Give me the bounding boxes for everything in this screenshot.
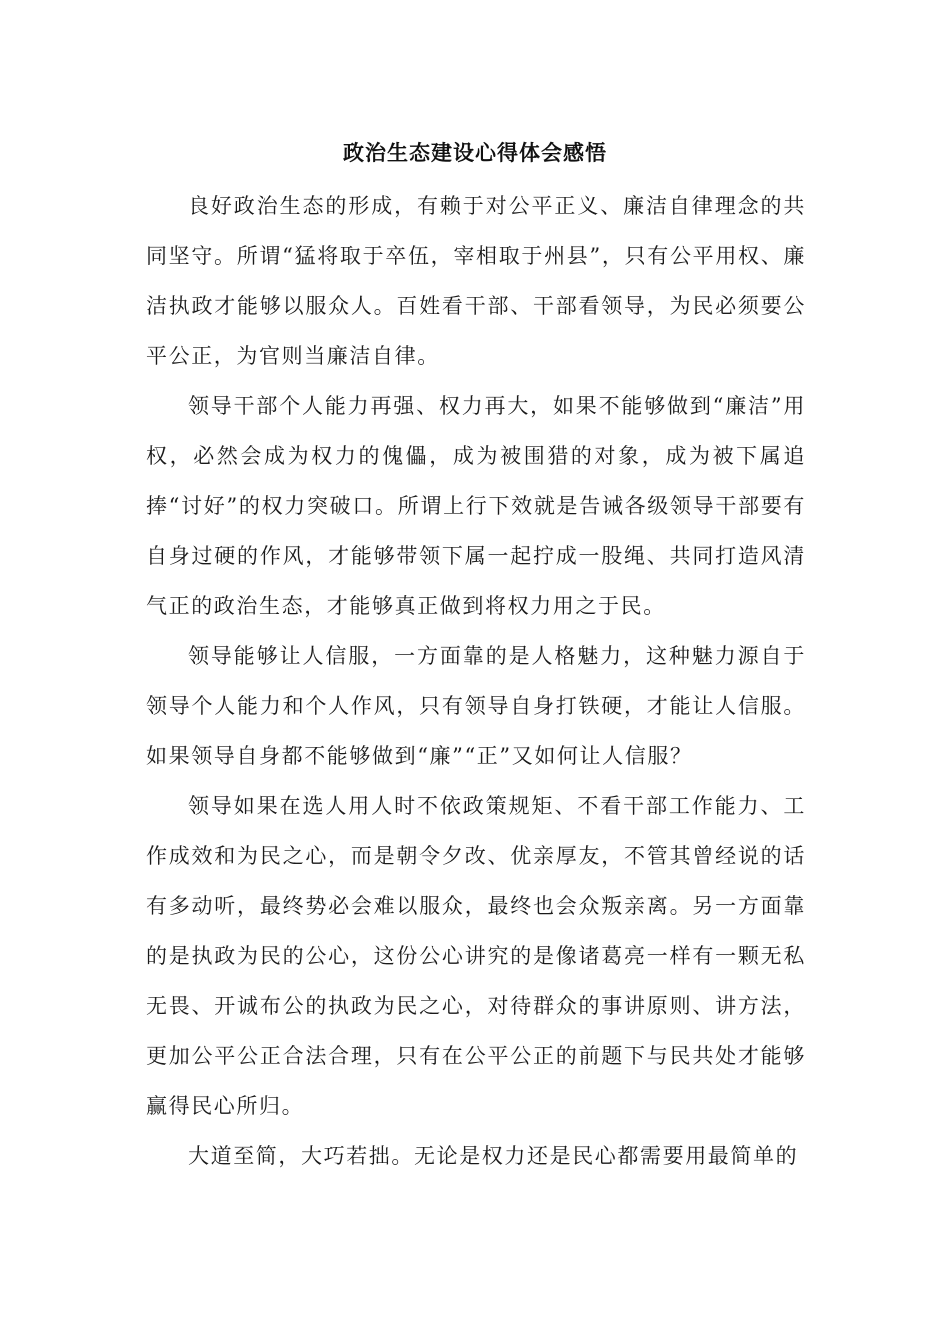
paragraph-4: 领导如果在选人用人时不依政策规矩、不看干部工作能力、工作成效和为民之心，而是朝令夕改、优亲厚友，不管其曾经说的话有多动听，最终势必会难以服众，最终也会众叛亲离。另一方面靠的是执政为民的公心，这份公心讲究的是像诸葛亮一样有一颗无私无畏、开诚布公的执政为民之心，对待群众的事讲原则、讲方法，更加公平公正合法合理，只有在公平公正的前题下与民共处才能够赢得民心所归。 — [146, 794, 806, 1118]
paragraph-5: 大道至简，大巧若拙。无论是权力还是民心都需要用最简单的 — [188, 1144, 799, 1168]
document-title: 政治生态建设心得体会感悟 — [343, 140, 607, 165]
paragraph-2: 领导干部个人能力再强、权力再大，如果不能够做到“廉洁”用权，必然会成为权力的傀儡，成为被围猎的对象，成为被下属追捧“讨好”的权力突破口。所谓上行下效就是告诫各级领导干部要有自身过硬的作风，才能够带领下属一起拧成一股绳、共同打造风清气正的政治生态，才能够真正做到将权力用之于民。 — [146, 394, 806, 618]
document-body — [146, 181, 806, 1181]
paragraph-3: 领导能够让人信服，一方面靠的是人格魅力，这种魅力源自于领导个人能力和个人作风，只有领导自身打铁硬，才能让人信服。如果领导自身都不能够做到“廉”“正”又如何让人信服？ — [146, 644, 806, 768]
paragraph-1: 良好政治生态的形成，有赖于对公平正义、廉洁自律理念的共同坚守。所谓“猛将取于卒伍，宰相取于州县”，只有公平用权、廉洁执政才能够以服众人。百姓看干部、干部看领导，为民必须要公平公正，为官则当廉洁自律。 — [146, 194, 806, 368]
